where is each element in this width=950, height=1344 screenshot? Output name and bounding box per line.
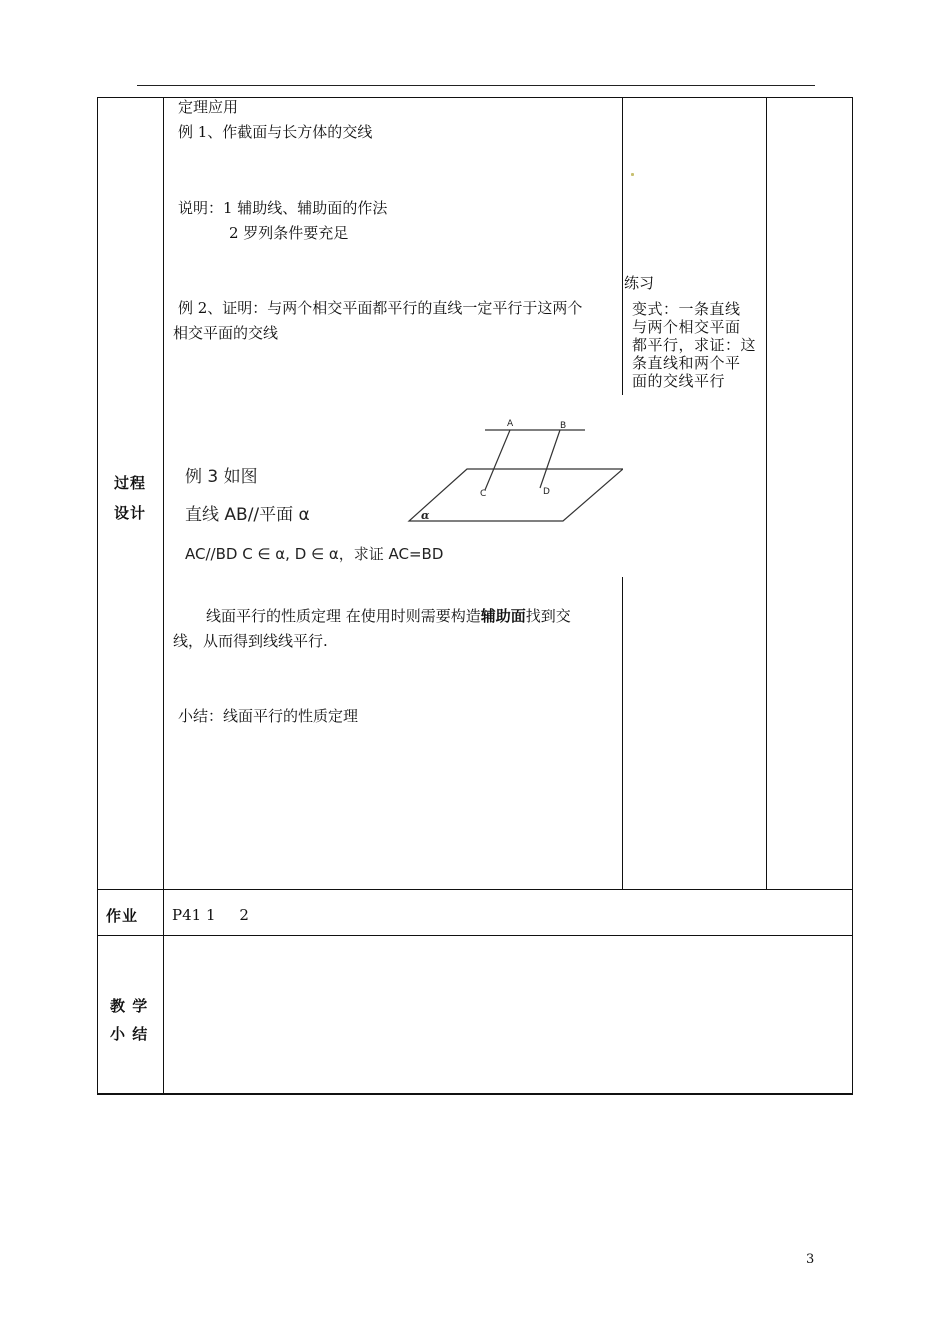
row-label-process-1: 过程	[114, 474, 147, 492]
practice-line-5: 面的交线平行	[632, 372, 726, 390]
row-divider-process	[97, 889, 853, 890]
example-3-line-1: 例 3 如图	[185, 467, 258, 487]
example-3-figure	[167, 395, 623, 577]
practice-line-1: 变式：一条直线	[632, 300, 741, 318]
theorem-note-text-a: 线面平行的性质定理 在使用时则需要构造	[206, 607, 481, 625]
plane-alpha-label: α	[421, 509, 430, 522]
theorem-note-text-b: 找到交	[525, 607, 571, 625]
speck-mark	[631, 173, 634, 176]
auxiliary-plane-keyword: 辅助面	[480, 607, 526, 625]
practice-line-3: 都平行，求证：这	[632, 336, 757, 354]
point-b-label: B	[560, 421, 567, 431]
note-1: 说明：1 辅助线、辅助面的作法	[178, 199, 388, 217]
header-rule	[137, 85, 815, 86]
example-2-line-2: 相交平面的交线	[173, 324, 279, 342]
practice-line-4: 条直线和两个平	[632, 354, 741, 372]
example-3-line-2: 直线 AB//平面 α	[185, 505, 310, 525]
row-label-summary-1: 教 学	[110, 997, 149, 1015]
theorem-note-line-2: 线，从而得到线线平行.	[173, 632, 328, 650]
example-3-line-3: AC//BD C ∈ α, D ∈ α，求证 AC=BD	[185, 545, 444, 563]
lesson-table	[97, 97, 853, 1095]
page-number: 3	[806, 1252, 815, 1267]
row-label-summary-2: 小 结	[110, 1025, 149, 1043]
lesson-summary: 小结：线面平行的性质定理	[178, 707, 359, 725]
segment-bd	[540, 430, 560, 488]
practice-line-2: 与两个相交平面	[632, 318, 741, 336]
practice-title: 练习	[624, 274, 655, 292]
example-1: 例 1、作截面与长方体的交线	[178, 123, 373, 141]
point-c-label: C	[480, 489, 487, 499]
point-d-label: D	[543, 487, 550, 497]
example-2-line-1: 例 2、证明：与两个相交平面都平行的直线一定平行于这两个	[178, 299, 583, 317]
homework-text: P41 1 2	[172, 906, 249, 924]
row-label-process-2: 设计	[114, 504, 147, 522]
row-divider-homework	[97, 935, 853, 936]
row-label-homework: 作业	[106, 907, 139, 925]
point-a-label: A	[507, 419, 514, 429]
plane-alpha	[409, 469, 623, 521]
last-column-divider	[766, 97, 767, 889]
note-2: 2 罗列条件要充足	[229, 224, 349, 242]
practice-variant	[632, 300, 756, 390]
section-heading: 定理应用	[178, 98, 239, 116]
label-column-divider	[163, 97, 164, 1095]
segment-ac	[485, 430, 510, 490]
theorem-note-line-1	[206, 605, 571, 627]
